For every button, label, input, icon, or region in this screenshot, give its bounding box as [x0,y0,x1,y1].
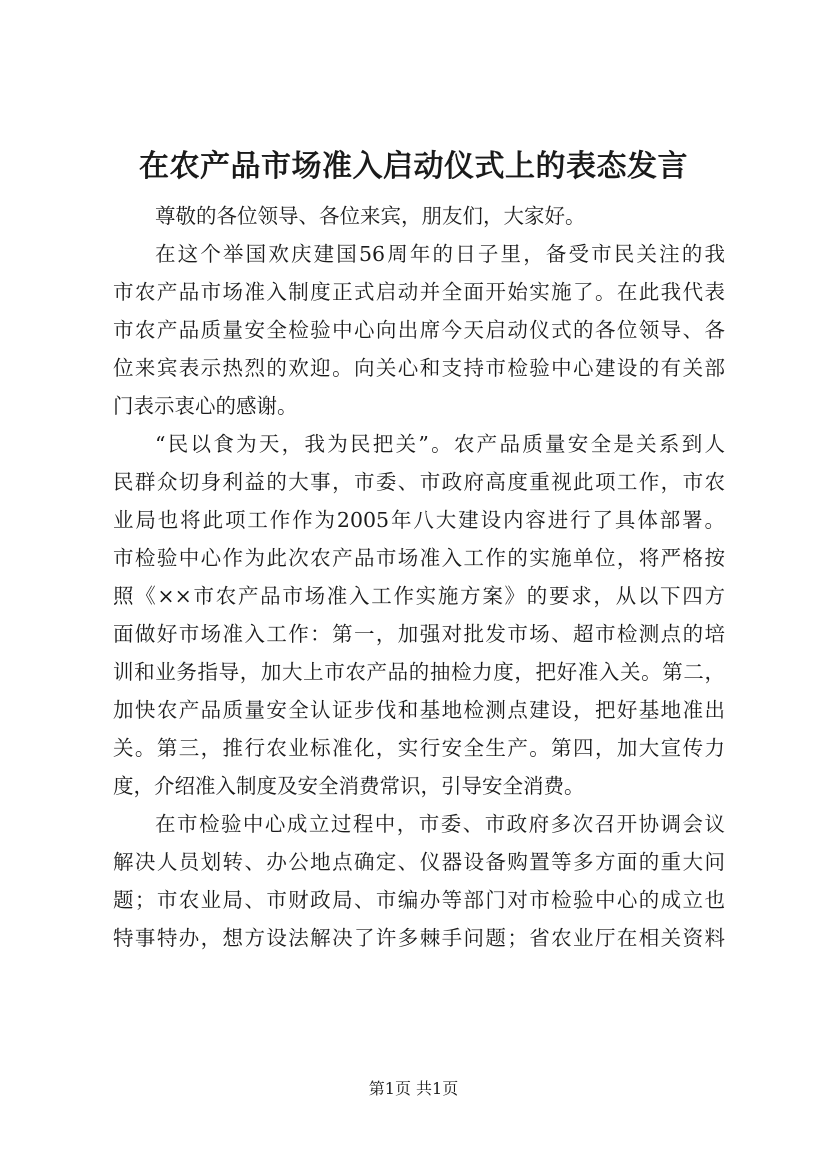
body-line: 位来宾表示热烈的欢迎。向关心和支持市检验中心建设的有关部 [113,356,725,380]
body-line: 关。第三，推行农业标准化，实行安全生产。第四，加大宣传力 [113,736,725,760]
body-line: 照《××市农产品市场准入工作实施方案》的要求，从以下四方 [113,584,725,608]
document-title: 在农产品市场准入启动仪式上的表态发言 [139,149,688,184]
body-line: 解决人员划转、办公地点确定、仪器设备购置等多方面的重大问 [113,850,725,874]
body-line: 加快农产品质量安全认证步伐和基地检测点建设，把好基地准出 [113,698,725,722]
body-line: 训和业务指导，加大上市农产品的抽检力度，把好准入关。第二， [113,660,725,684]
body-line: 在市检验中心成立过程中，市委、市政府多次召开协调会议 [155,812,725,836]
body-line: 特事特办，想方设法解决了许多棘手问题；省农业厅在相关资料 [113,926,725,950]
body-line: 度，介绍准入制度及安全消费常识，引导安全消费。 [113,774,585,798]
body-line: 市检验中心作为此次农产品市场准入工作的实施单位，将严格按 [113,546,725,570]
body-line: “民以食为天，我为民把关”。农产品质量安全是关系到人 [155,432,725,456]
body-line: 题；市农业局、市财政局、市编办等部门对市检验中心的成立也 [113,888,725,912]
body-line: 门表示衷心的感谢。 [113,394,298,418]
body-line: 业局也将此项工作作为2005年八大建设内容进行了具体部署。 [113,508,725,532]
body-line: 尊敬的各位领导、各位来宾，朋友们，大家好。 [155,204,586,228]
document-body [113,197,725,957]
body-line: 市农产品市场准入制度正式启动并全面开始实施了。在此我代表 [113,280,725,304]
body-line: 面做好市场准入工作：第一，加强对批发市场、超市检测点的培 [113,622,725,646]
body-line: 市农产品质量安全检验中心向出席今天启动仪式的各位领导、各 [113,318,725,342]
body-line: 在这个举国欢庆建国56周年的日子里，备受市民关注的我 [155,242,725,266]
page-number-footer: 第1页 共1页 [368,1079,459,1098]
body-line: 民群众切身利益的大事，市委、市政府高度重视此项工作，市农 [113,470,725,494]
